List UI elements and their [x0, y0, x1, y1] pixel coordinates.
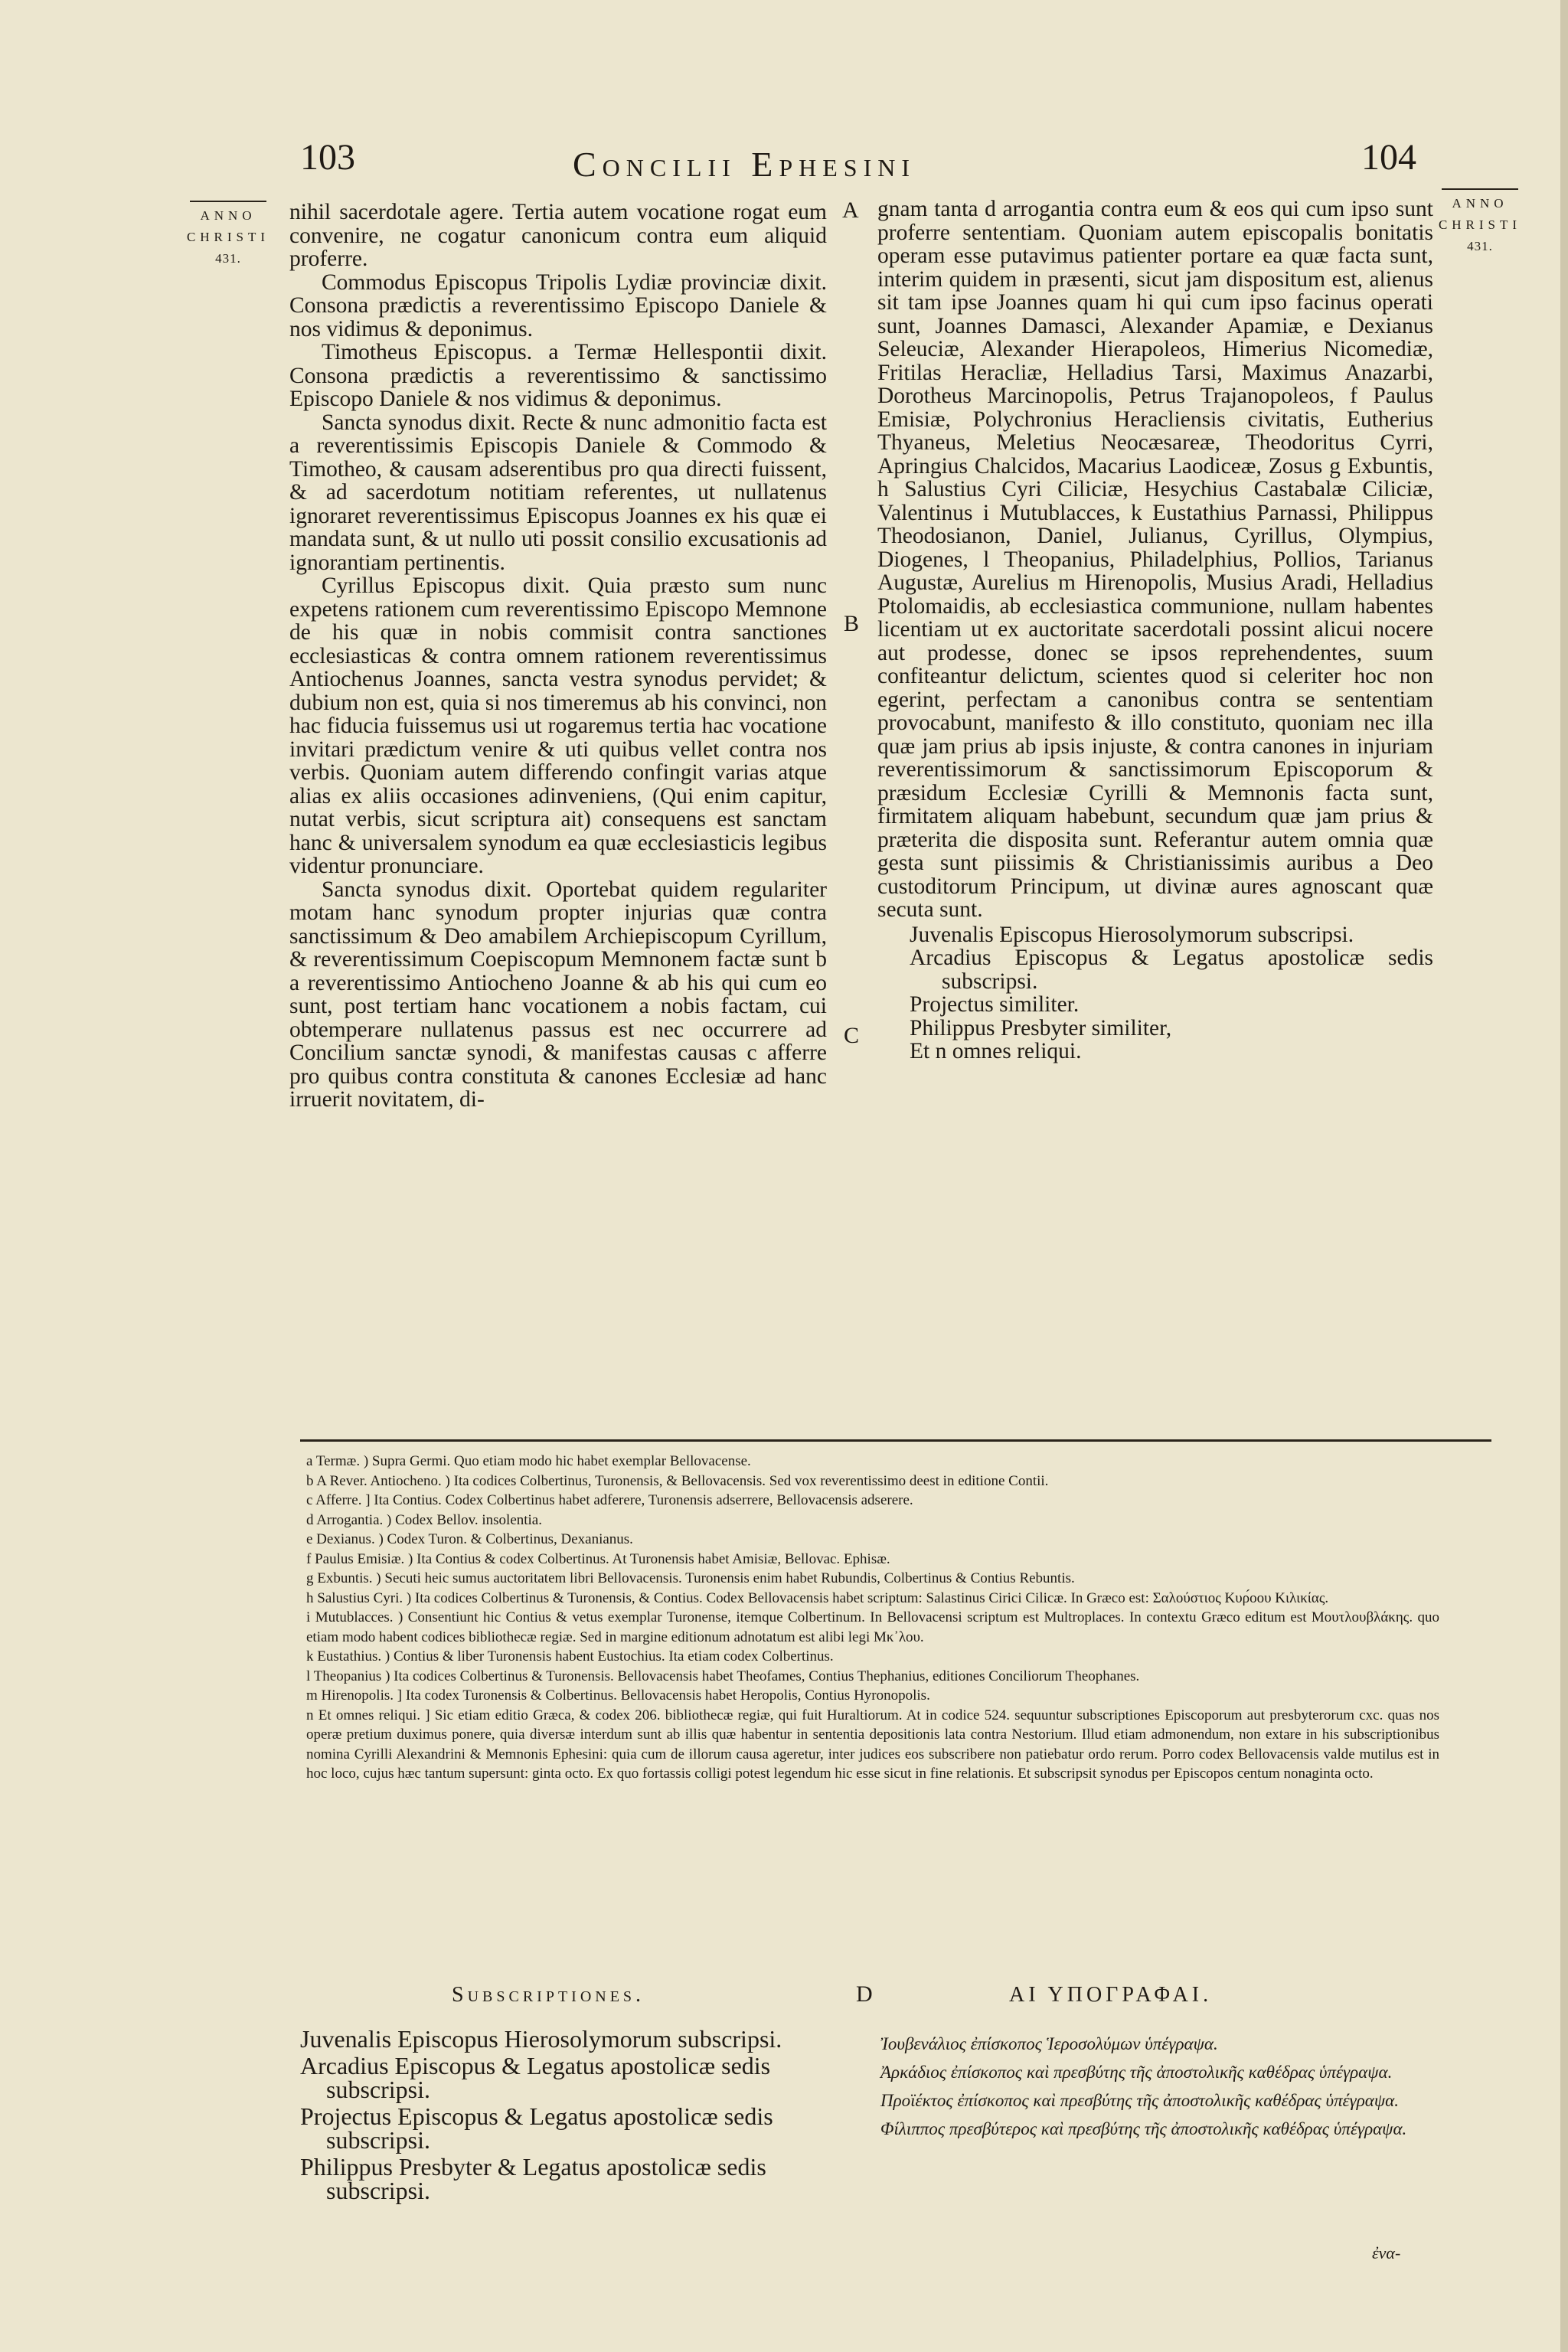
subscription-item: Projectus Episcopus & Legatus apostolicæ sedis subscripsi. — [300, 2102, 773, 2154]
margin-letter-b: B — [844, 611, 860, 636]
paragraph: nihil sacerdotale agere. Tertia autem vocatione rogat eum convenire, ne cogatur canonicum contra eum aliquid proferre. — [289, 200, 827, 271]
signature-line: Juvenalis Episcopus Hierosolymorum subscripsi. — [910, 922, 1354, 947]
footnote: l Theopanius ) Ita codices Colbertinus & Turonensis. Bellovacensis habet Theofames, Contius Thephanius, editiones Conciliorum Theophanes. — [306, 1668, 1140, 1684]
anno-label: ANNO — [200, 208, 256, 223]
christi-label: CHRISTI — [1438, 217, 1522, 232]
paragraph: Sancta synodus dixit. Recte & nunc admonitio facta est a reverentissimis Episcopis Daniele & Commodo & Timotheo, & causam adserentibus pro qua directi fuissent, & ad sacerdotum notitiam referentes, ut nullatenus ignoraret reverentissimus Episcopus Joannes ex his quæ ei mandata sunt, & ut nullo uti possit consilio excusationis ad ignorantiam pertinentis. — [289, 410, 827, 575]
signature-line: Arcadius Episcopus & Legatus apostolicæ sedis subscripsi. — [910, 946, 1433, 994]
subscription-item: Arcadius Episcopus & Legatus apostolicæ sedis subscripsi. — [300, 2052, 771, 2103]
subscriptions-latin — [300, 2027, 836, 2206]
paragraph: Sancta synodus dixit. Oportebat quidem regulariter motam hanc synodum propter injurias quæ contra sanctissimum & Deo amabilem Archiepiscopum Cyrillum, & reverentissimum Coepiscopum Memnonem factæ sunt b a reverentissimo Antiocheno Joanne & ab his qui cum eo sunt, post tertiam hanc vocationem a nobis factam, cui obtemperare nullatenus passus est nec occurrere ad Concilium sanctæ synodi, & manifestas causas c afferre pro quibus contra constituta & canones Ecclesiæ ad hanc irruerit novitatem, di- — [289, 877, 827, 1112]
footnote: m Hirenopolis. ] Ita codex Turonensis & Colbertinus. Bellovacensis habet Heropolis, Contius Hyronopolis. — [306, 1687, 930, 1704]
greek-subscriptions-heading: ΑΙ ΥΠΟΓΡΑΦΑΙ. — [1009, 1983, 1213, 2007]
signature-line: Philippus Presbyter similiter, — [910, 1015, 1172, 1040]
paragraph: Timotheus Episcopus. a Termæ Hellespontii dixit. Consona prædictis a reverentissimo & sanctissimo Episcopo Daniele & nos vidimus & deponimus. — [289, 340, 827, 411]
page-number-left: 103 — [300, 137, 355, 178]
subscription-item: Philippus Presbyter & Legatus apostolicæ sedis subscripsi. — [300, 2153, 766, 2204]
paragraph: Commodus Episcopus Tripolis Lydiæ provinciæ dixit. Consona prædictis a reverentissimo Episcopo Daniele & nos vidimus & deponimus. — [289, 270, 827, 341]
anno-rule — [1442, 188, 1518, 190]
margin-letter-c: C — [844, 1023, 860, 1048]
anno-label: ANNO — [1452, 196, 1508, 211]
year-label: 431. — [1467, 239, 1493, 253]
footnotes — [306, 1452, 1439, 1784]
footnote: a Termæ. ) Supra Germi. Quo etiam modo hic habet exemplar Bellovacense. — [306, 1453, 751, 1469]
running-head: Concilii Ephesini — [573, 145, 916, 184]
greek-subscription-item: Ἰουβενάλιος ἐπίσκοπος Ἱεροσολύμων ὑπέγραψα. — [880, 2034, 1218, 2053]
paragraph: gnam tanta d arrogantia contra eum & eos qui cum ipso sunt proferre sententiam. Quoniam autem episcopalis bonitatis operam esse putavimus patienter portare ea quæ facta sunt, interim quidem in præsenti, sicut jam dispositum est, alienus sit tam ipse Joannes quam hi qui cum ipso facinus operati sunt, Joannes Damasci, Alexander Apamiæ, e Dexianus Seleuciæ, Alexander Hierapoleos, Himerius Nicomediæ, Fritilas Heracliæ, Helladius Tarsi, Maximus Anazarbi, Dorotheus Marcinopolis, Petrus Trajanopoleos, f Paulus Emisiæ, Polychronius Heracliensis civitatis, Eutherius Thyaneus, Meletius Neocæsareæ, Theodoritus Cyrri, Apringius Chalcidos, Macarius Laodiceæ, Zosus g Exbuntis, h Salustius Cyri Ciliciæ, Hesychius Castabalæ Ciliciæ, Valentinus i Mutublacces, k Eustathius Parnassi, Philippus Theodosianon, Daniel, Julianus, Cyrillus, Olympius, Diogenes, l Theopanius, Philadelphius, Pollios, Tarianus Augustæ, Aurelius m Hirenopolis, Musius Aradi, Helladius Ptolomaidis, ab ecclesiastica communione, nullam habentes licentiam ut ex auctoritate sacerdotali possint alicui nocere aut prodesse, donec se ipsos reprehendentes, suum confiteantur delictum, scientes quod si celeriter hoc non egerint, perfectam a canonibus contra se sententiam provocabunt, manifesto & illo constituto, quoniam nec illa quæ jam prius ab ipsis injuste, & contra canones in injuriam reverentissimorum & sanctissimorum Episcoporum & præsidum Ecclesiæ Cyrilli & Memnonis facta sunt, firmitatem aliquam habebunt, secundum quæ jam prius & præterita die disposita sunt. Referantur autem omnia quæ gesta sunt piissimis & Christianissimis auribus a Deo custoditorum Principum, ut divinæ aures agnoscant quæ secuta sunt. — [877, 197, 1433, 922]
footnote: h Salustius Cyri. ) Ita codices Colbertinus & Turonensis, & Contius. Codex Bellovacensis habet scriptum: Salastinus Cirici Cilicæ. In Græco est: Σαλούστιος Κυρ́οου Κιλικίας. — [306, 1589, 1329, 1606]
footnote: g Exbuntis. ) Secuti heic sumus auctoritatem libri Bellovacensis. Turonensis enim habet Rubundis, Colbertinus & Contius Rebuntis. — [306, 1570, 1075, 1586]
footnote-divider — [300, 1439, 1491, 1442]
subscription-item: Juvenalis Episcopus Hierosolymorum subscripsi. — [300, 2025, 782, 2053]
catchword: ἐνα- — [1372, 2243, 1401, 2262]
footnote: k Eustathius. ) Contius & liber Turonensis habent Eustochius. Ita etiam codex Colbertinus. — [306, 1648, 834, 1664]
footnote: e Dexianus. ) Codex Turon. & Colbertinus, Dexanianus. — [306, 1531, 633, 1547]
anno-christi-right — [1430, 188, 1530, 257]
anno-rule — [190, 201, 266, 202]
year-label: 431. — [215, 251, 241, 266]
footnote: d Arrogantia. ) Codex Bellov. insolentia. — [306, 1511, 542, 1528]
subscriptions-heading: Subscriptiones. — [452, 1983, 645, 2007]
greek-subscription-item: Προϊέκτος ἐπίσκοπος καὶ πρεσβύτης τῆς ἀποστολικῆς καθέδρας ὑπέγραψα. — [880, 2091, 1399, 2110]
signature-block — [877, 923, 1433, 1063]
page-number-right: 104 — [1361, 137, 1416, 178]
left-column — [289, 201, 827, 1112]
paragraph: Cyrillus Episcopus dixit. Quia præsto sum nunc expetens rationem cum reverentissimo Episcopo Memnone de his quæ in nobis commisit contra sanctiones ecclesiasticas & contra omnem rationem reverentissimus Antiochenus Joannes, sancta vestra synodus pervidet; & dubium non est, quia si nos timeremus ab his convinci, non hac fiducia fuissemus usi ut rogaremus tertia hac vocatione invitari prædictum venire & uti quibus vellet contra nos verbis. Quoniam autem differendo confingit varias atque alias ex aliis occasiones adinveniens, (Qui enim capitur, nutat verbis, sicut scriptura ait) consequens est sanctam hanc & universalem synodum ea quæ ecclesiasticis legibus videntur pronunciare. — [289, 573, 827, 878]
margin-letter-d: D — [856, 1981, 873, 2007]
footnote: f Paulus Emisiæ. ) Ita Contius & codex Colbertinus. At Turonensis habet Amisiæ, Bellovac. Ephisæ. — [306, 1550, 890, 1567]
greek-subscription-item: Φίλιππος πρεσβύτερος καὶ πρεσβύτης τῆς ἀποστολικῆς καθέδρας ὑπέγραψα. — [880, 2119, 1407, 2138]
signature-line: Et n omnes reliqui. — [910, 1039, 1082, 1063]
right-column — [877, 198, 1433, 1063]
subscriptions-greek — [880, 2032, 1447, 2145]
margin-letter-a: A — [842, 198, 859, 223]
greek-subscription-item: Ἀρκάδιος ἐπίσκοπος καὶ πρεσβύτης τῆς ἀποστολικῆς καθέδρας ὑπέγραψα. — [880, 2063, 1393, 2082]
christi-label: CHRISTI — [186, 230, 270, 244]
anno-christi-left — [182, 201, 274, 270]
footnote: b A Rever. Antiocheno. ) Ita codices Colbertinus, Turonensis, & Bellovacensis. Sed vox reverentissimo deest in editione Contii. — [306, 1472, 1049, 1489]
page-edge — [1560, 0, 1568, 2352]
footnote: c Afferre. ] Ita Contius. Codex Colbertinus habet adferere, Turonensis adserrere, Bellovacensis adserere. — [306, 1492, 913, 1508]
footnote: n Et omnes reliqui. ] Sic etiam editio Græca, & codex 206. bibliothecæ regiæ, qui fuit Huraltiorum. At in codice 524. sequuntur subscriptiones Episcoporum aut presbyterorum cxc. quas nos operæ pretium duximus ponere, quia diversæ interdum sunt ab illis quæ habentur in sententia depositionis lata contra Nestorium. Illud etiam admonendum, non extare in his subscriptionibus nomina Cyrilli Alexandrini & Memnonis Ephesini: quia cum de illorum causa ageretur, inter judices eos subscribere non patiebatur ordo rerum. Porro codex Bellovacensis valde mutilus est in hoc loco, cujus hæc tantum supersunt: ginta octo. Ex quo fortassis colligi potest legendum hic esse sicut in fine relationis. Et subscripsit synodus per Episcopos centum nonaginta octo. — [306, 1707, 1439, 1782]
footnote: i Mutublacces. ) Consentiunt hic Contius & vetus exemplar Turonense, itemque Colbertinum. In Bellovacensi scriptum est Multroplaces. In contextu Græco editum est Μουτλουβλάκης. quo etiam modo habent codices bibliothecæ regiæ. Sed in margine editionum adnotatum est alibi legi Μκ᾽λου. — [306, 1609, 1439, 1645]
signature-line: Projectus similiter. — [910, 992, 1080, 1017]
